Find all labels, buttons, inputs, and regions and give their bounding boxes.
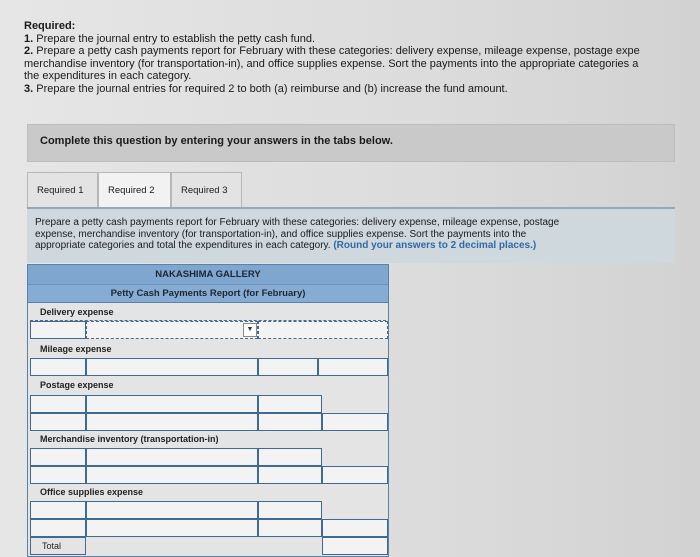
merch-payee-input-1[interactable] bbox=[86, 448, 258, 466]
report-header bbox=[28, 265, 388, 303]
question-prompt: Prepare a petty cash payments report for February with these categories: delivery expense, mileage expense, postage expense, merchandise inventory (for transportation-in), and office supplies expense. Sort the payments into the appropriate categories and total the expenditures in each category. (Round your answers to 2 decimal places.) bbox=[27, 207, 675, 263]
office-date-input-1[interactable] bbox=[30, 501, 86, 519]
required-line-1: 1. Prepare the journal entry to establish the petty cash fund. bbox=[24, 32, 316, 45]
instruction-bar: Complete this question by entering your answers in the tabs below. bbox=[27, 124, 675, 162]
postage-payee-input-1[interactable] bbox=[86, 395, 258, 413]
office-date-input-2[interactable] bbox=[30, 519, 86, 537]
office-payee-input-1[interactable] bbox=[86, 501, 258, 519]
tab-bar bbox=[27, 172, 242, 208]
required-instructions bbox=[24, 20, 700, 95]
postage-amount-input-2[interactable] bbox=[258, 413, 322, 431]
mileage-payee-input[interactable] bbox=[86, 358, 258, 376]
company-name: NAKASHIMA GALLERY bbox=[155, 269, 261, 280]
office-total-input[interactable] bbox=[322, 519, 388, 537]
petty-cash-report bbox=[27, 264, 389, 557]
postage-amount-input-1[interactable] bbox=[258, 395, 322, 413]
delivery-payee-select[interactable] bbox=[86, 321, 258, 339]
postage-label: Postage expense bbox=[40, 380, 114, 390]
delivery-label: Delivery expense bbox=[40, 307, 114, 317]
mileage-amount-input[interactable] bbox=[258, 358, 318, 376]
merch-amount-input-2[interactable] bbox=[258, 466, 322, 484]
report-title: Petty Cash Payments Report (for February) bbox=[28, 284, 388, 302]
mileage-date-input[interactable] bbox=[30, 358, 86, 376]
total-label: Total bbox=[42, 541, 62, 551]
merch-label: Merchandise inventory (transportation-in) bbox=[40, 434, 219, 444]
office-amount-input-1[interactable] bbox=[258, 501, 322, 519]
tab-required-1[interactable]: Required 1 bbox=[27, 172, 98, 208]
required-heading: Required: bbox=[24, 20, 76, 32]
mileage-total-input[interactable] bbox=[318, 358, 388, 376]
delivery-date-select[interactable] bbox=[30, 321, 86, 339]
delivery-amount-select[interactable] bbox=[258, 321, 388, 339]
required-line-2b: merchandise inventory (for transportation-in), and office supplies expense. Sort the payments into the appropriate categories a bbox=[24, 57, 639, 70]
merch-payee-input-2[interactable] bbox=[86, 466, 258, 484]
tab-required-2[interactable]: Required 2 bbox=[98, 172, 171, 208]
grand-total-input[interactable] bbox=[322, 537, 388, 555]
rounding-note: (Round your answers to 2 decimal places.) bbox=[333, 240, 537, 251]
required-line-2c: the expenditures in each category. bbox=[24, 70, 192, 82]
tab-required-3[interactable]: Required 3 bbox=[171, 172, 242, 208]
required-line-2: 2. Prepare a petty cash payments report for February with these categories: delivery expense, mileage expense, postage expe bbox=[24, 45, 640, 57]
merch-date-input-1[interactable] bbox=[30, 448, 86, 466]
merch-total-input[interactable] bbox=[322, 466, 388, 484]
required-line-3: 3. Prepare the journal entries for required 2 to both (a) reimburse and (b) increase the fund amount. bbox=[24, 82, 508, 95]
office-amount-input-2[interactable] bbox=[258, 519, 322, 537]
merch-amount-input-1[interactable] bbox=[258, 448, 322, 466]
postage-payee-input-2[interactable] bbox=[86, 413, 258, 431]
postage-date-input-2[interactable] bbox=[30, 413, 86, 431]
merch-date-input-2[interactable] bbox=[30, 466, 86, 484]
postage-date-input-1[interactable] bbox=[30, 395, 86, 413]
office-payee-input-2[interactable] bbox=[86, 519, 258, 537]
chevron-down-icon[interactable]: ▼ bbox=[243, 323, 257, 337]
postage-total-input[interactable] bbox=[322, 413, 388, 431]
office-label: Office supplies expense bbox=[40, 487, 144, 497]
mileage-label: Mileage expense bbox=[40, 344, 112, 354]
